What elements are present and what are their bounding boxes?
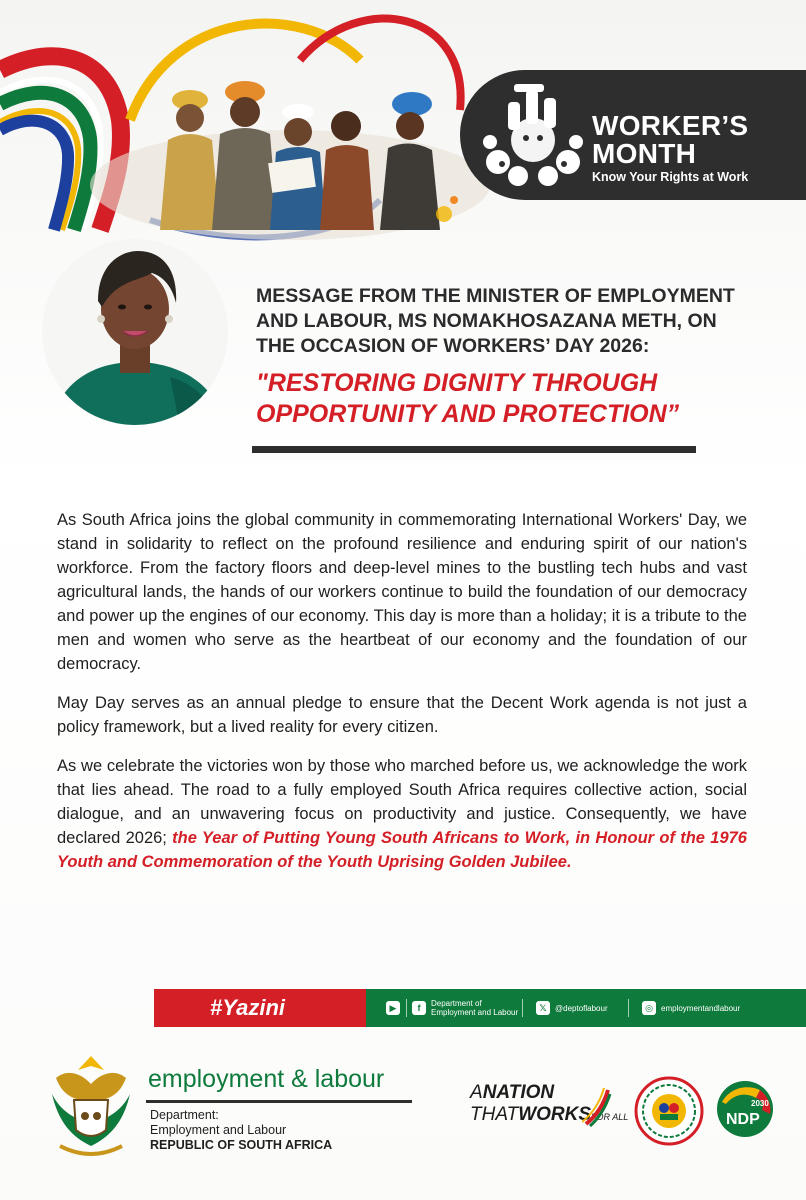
hashtag: #Yazini — [154, 989, 366, 1027]
minister-portrait — [40, 237, 230, 427]
x-handle: @deptoflabour — [555, 1003, 608, 1013]
message-body — [57, 508, 747, 889]
paragraph-3 — [57, 754, 747, 874]
x-link[interactable] — [536, 989, 608, 1027]
paragraph-1: As South Africa joins the global community in commemorating International Workers' Day, we stand in solidarity to reflect on the profound resilience and enduring spirit of our nation's workforce. From the factory floors and deep-level mines to the bustling tech hubs and vast agricultural lands, the hands of our workers continue to build the foundation of our democracy and power up the engines of our economy. This day is more than a holiday; it is a tribute to the men and women who serve as the heartbeat of our economy and the foundation of our democracy. — [57, 511, 747, 673]
instagram-handle: employmentandlabour — [661, 1003, 741, 1013]
department-name: Employment and Labour — [150, 1123, 287, 1137]
a-nation-that-works-logo: ANATION THATWORKSFOR ALL — [470, 1082, 620, 1142]
youtube-link[interactable] — [386, 989, 405, 1027]
ndp-label: NDP — [726, 1111, 760, 1128]
x-icon: 𝕏 — [536, 1001, 550, 1015]
instagram-icon: ◎ — [642, 1001, 656, 1015]
quote-line: OPPORTUNITY AND PROTECTION” — [256, 400, 680, 428]
headline-quote — [256, 368, 776, 430]
ndp-year: 2030 — [751, 1099, 769, 1108]
divider — [406, 999, 407, 1017]
instagram-link[interactable] — [642, 989, 740, 1027]
headline-line: THE OCCASION OF WORKERS’ DAY 2026: — [256, 335, 650, 357]
paragraph-3-highlight: the Year of Putting Young South Africans to Work, in Honour of the 1976 Youth and Commemoration of the Youth Uprising Golden Jubilee. — [57, 829, 747, 871]
social-bar — [154, 989, 806, 1027]
divider — [522, 999, 523, 1017]
social-links — [366, 989, 806, 1027]
youth-jubilee-seal-logo — [634, 1076, 704, 1146]
paragraph-3-text: As we celebrate the victories won by those who marched before us, we acknowledge the work that lies ahead. The road to a fully employed South Africa requires collective action, social dialogue, and an unwavering focus on productivity and justice. Consequently, we have declared 2026; — [57, 757, 747, 847]
department-divider — [146, 1100, 412, 1103]
headline-divider — [252, 446, 696, 453]
raised-fists-icon — [478, 82, 588, 190]
workers-month-badge — [460, 70, 806, 200]
facebook-icon: f — [412, 1001, 426, 1015]
facebook-label: Department of Employment and Labour — [431, 999, 519, 1017]
youtube-icon: ▶ — [386, 1001, 400, 1015]
paragraph-2: May Day serves as an annual pledge to ensure that the Decent Work agenda is not just a policy framework, but a lived reality for every citizen. — [57, 694, 747, 736]
department-wordmark: employment & labour — [148, 1065, 385, 1093]
divider — [628, 999, 629, 1017]
headline-line: MESSAGE FROM THE MINISTER OF EMPLOYMENT — [256, 285, 735, 307]
country-name: REPUBLIC OF SOUTH AFRICA — [150, 1138, 333, 1152]
headline-line: AND LABOUR, MS NOMAKHOSAZANA METH, ON — [256, 310, 717, 332]
department-label: Department: — [150, 1108, 219, 1122]
quote-line: "RESTORING DIGNITY THROUGH — [256, 369, 658, 397]
facebook-link[interactable] — [412, 989, 518, 1027]
ndp-2030-logo — [716, 1080, 774, 1138]
coat-of-arms-logo — [48, 1050, 134, 1162]
flag-swoosh-icon — [582, 1088, 612, 1128]
headline — [256, 284, 776, 359]
badge-subtitle: Know Your Rights at Work — [592, 170, 749, 184]
badge-title: WORKER’S MONTH — [592, 110, 749, 169]
